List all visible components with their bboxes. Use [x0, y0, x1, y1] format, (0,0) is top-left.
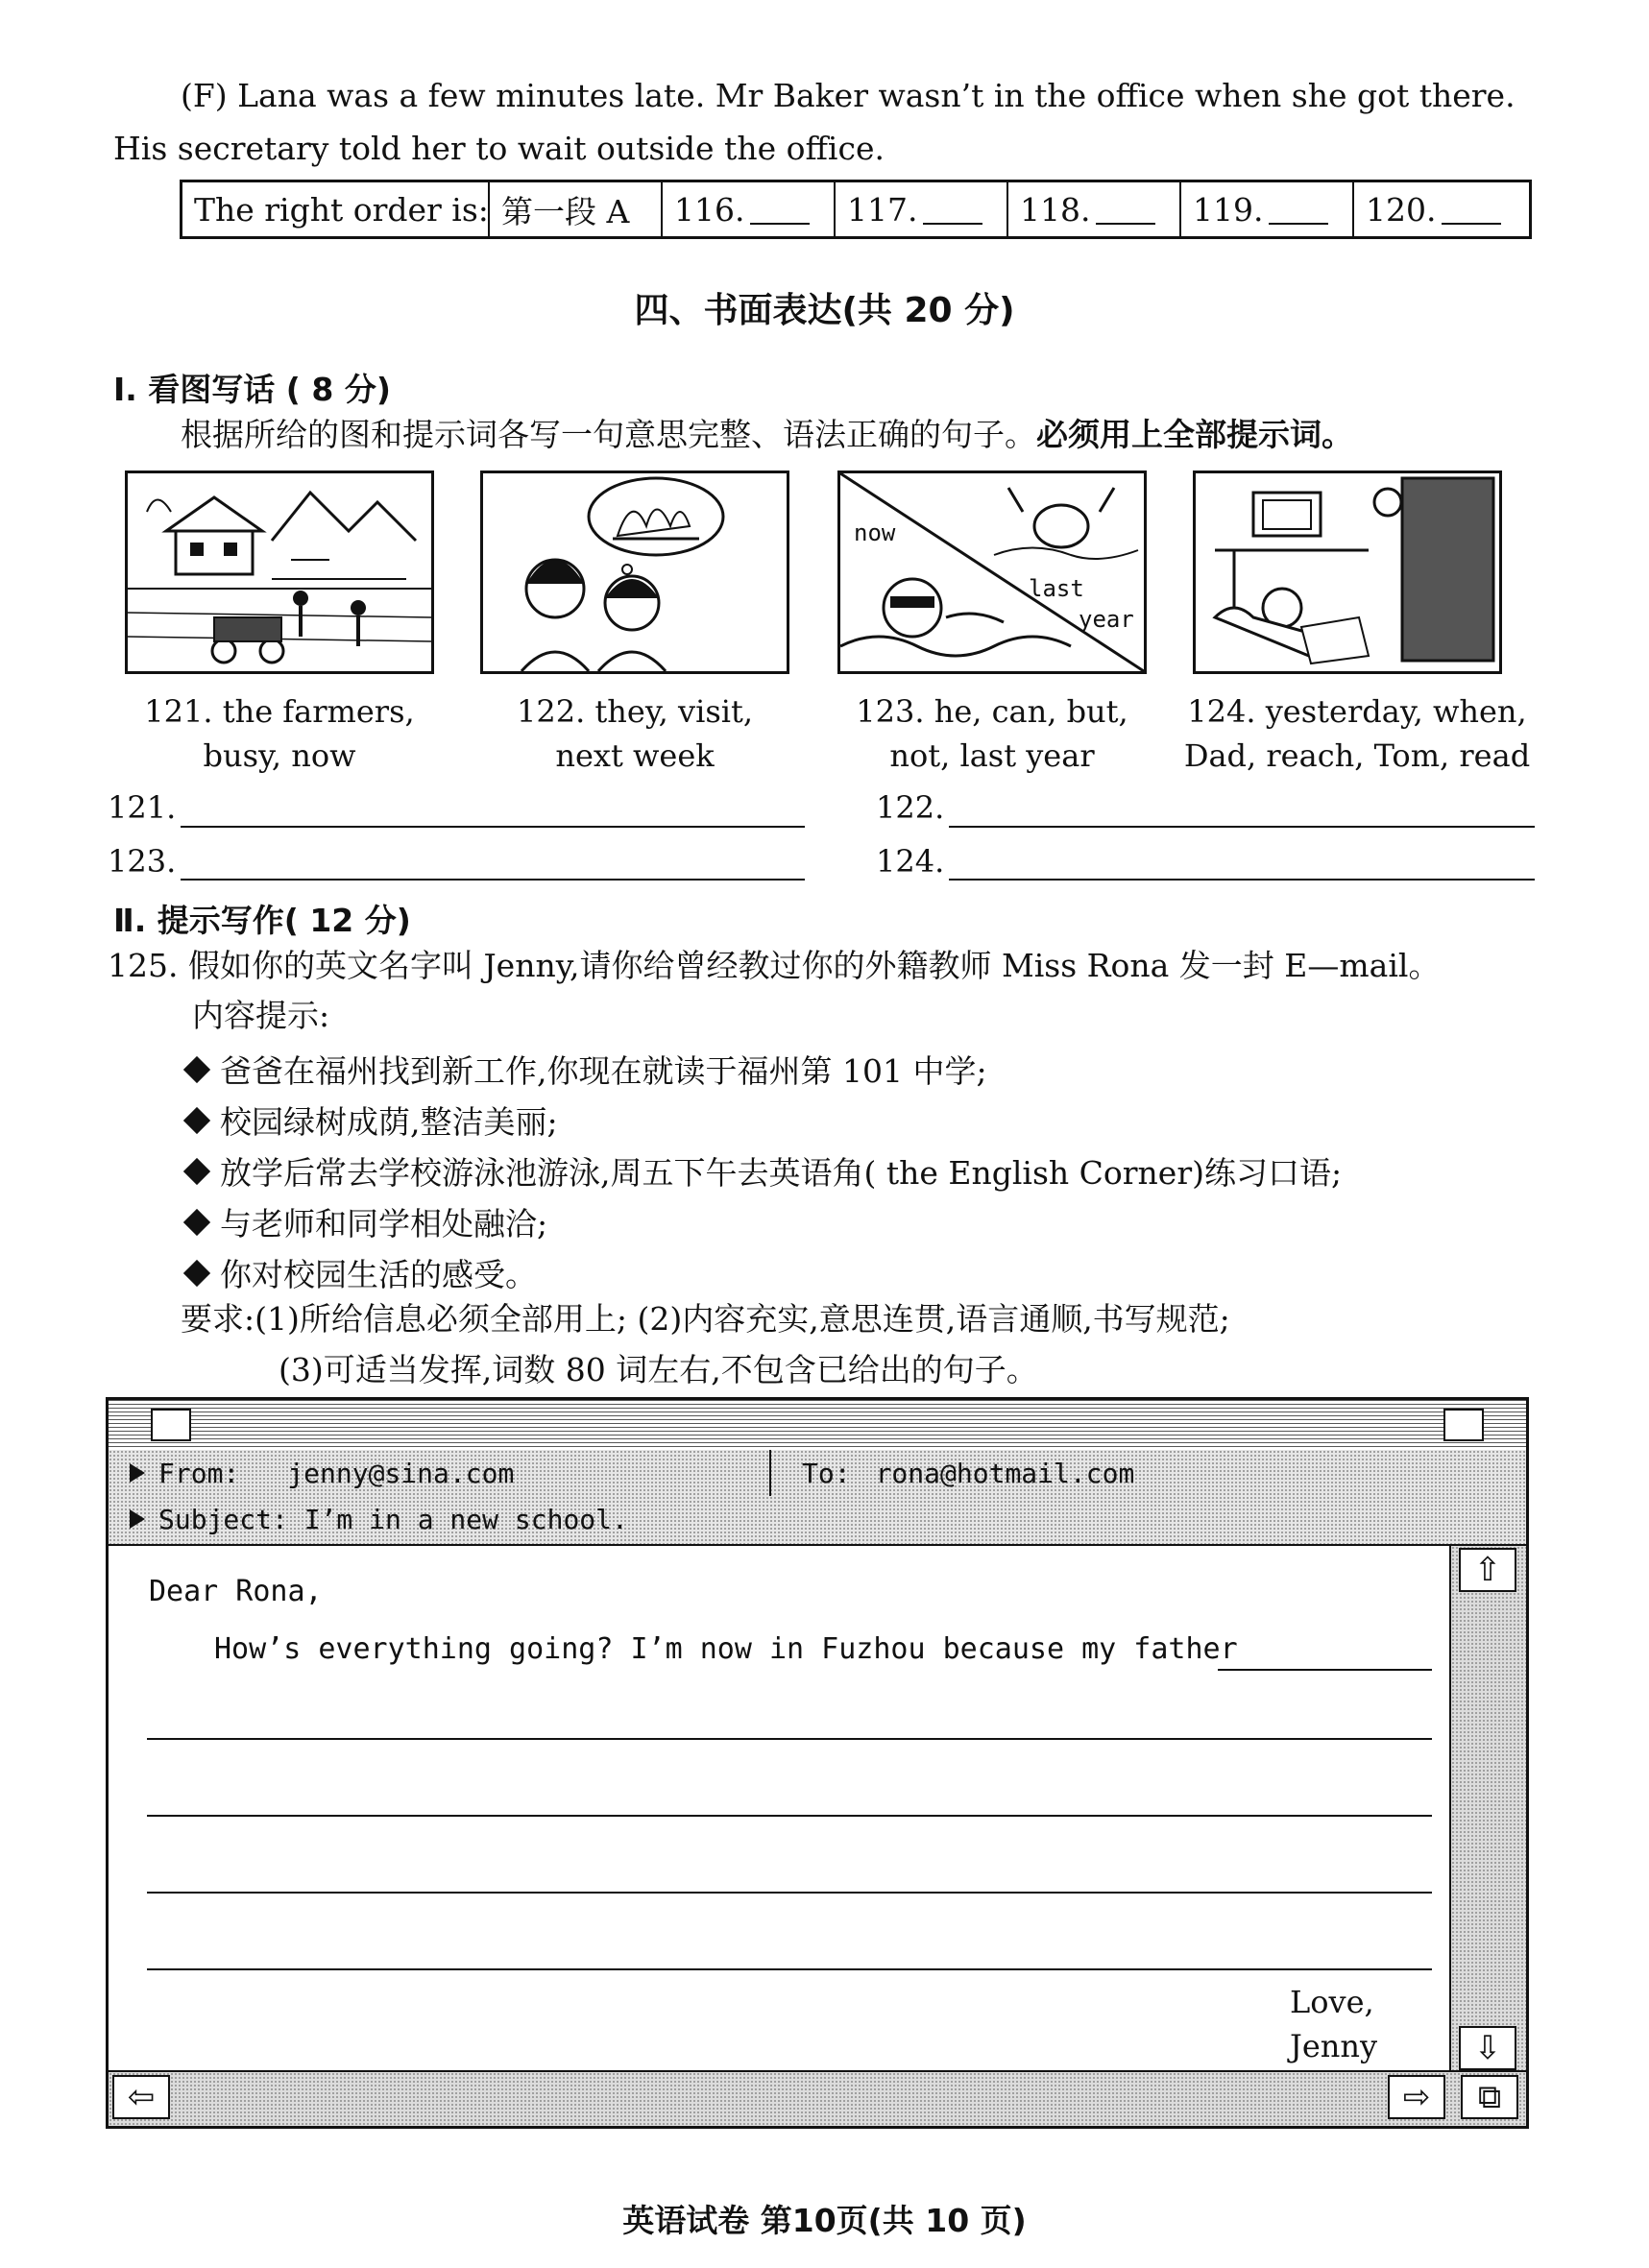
visit-illustration — [483, 473, 787, 671]
bullet-item: 你对校园生活的感受。 — [187, 1250, 537, 1295]
zoom-box-icon[interactable] — [1443, 1409, 1484, 1441]
email-greeting: Dear Rona, — [149, 1575, 323, 1608]
answer-label-124: 124. — [876, 843, 945, 880]
prompt-123: 123. he, can, but, not, last year — [856, 693, 1128, 774]
from-field[interactable]: From: jenny@sina.com — [130, 1458, 514, 1489]
email-titlebar — [109, 1400, 1526, 1452]
label-now: now — [854, 519, 896, 546]
requirements-2: (3)可适当发挥,词数 80 词左右,不包含已给出的句子。 — [279, 1351, 1038, 1388]
diamond-bullet-icon — [183, 1158, 210, 1185]
scroll-left-icon[interactable]: ⇦ — [112, 2075, 170, 2119]
answer-line-121[interactable] — [181, 826, 805, 828]
label-year: year — [1079, 606, 1134, 633]
swim-illustration — [840, 473, 1144, 671]
picture-reading — [1193, 470, 1502, 674]
section-title: 四、书面表达(共 20 分) — [634, 291, 1015, 330]
email-write-line[interactable] — [147, 1892, 1432, 1894]
picture-visit — [480, 470, 789, 674]
diamond-bullet-icon — [183, 1260, 210, 1287]
bullet-item: 放学后常去学校游泳池游泳,周五下午去英语角( the English Corner)练习口语; — [187, 1148, 1342, 1194]
reading-illustration — [1196, 473, 1499, 671]
part2-title: Ⅱ. 提示写作( 12 分) — [113, 902, 411, 939]
picture-swim — [837, 470, 1147, 674]
bullet-item: 校园绿树成荫,整洁美丽; — [187, 1098, 558, 1143]
order-first: 第一段 A — [490, 182, 663, 236]
close-box-icon[interactable] — [151, 1409, 191, 1441]
answer-label-122: 122. — [876, 789, 945, 826]
label-last: last — [1029, 575, 1084, 602]
paragraph-f-line1: (F) Lana was a few minutes late. Mr Baker wasn’t in the office when she got there. — [181, 77, 1516, 114]
subject-row — [109, 1496, 1526, 1546]
part1-instruction: 根据所给的图和提示词各写一句意思完整、语法正确的句子。必须用上全部提示词。 — [181, 416, 1353, 453]
page-footer: 英语试卷 第10页(共 10 页) — [622, 2202, 1027, 2239]
email-window — [106, 1397, 1529, 2129]
email-closing: Love, — [1290, 1984, 1374, 2020]
requirements-1: 要求:(1)所给信息必须全部用上; (2)内容充实,意思连贯,语言通顺,书写规范; — [181, 1300, 1230, 1338]
diamond-bullet-icon — [183, 1209, 210, 1236]
order-item-120[interactable]: 120. — [1354, 182, 1529, 236]
arrow-right-icon — [130, 1463, 145, 1483]
picture-farm — [125, 470, 434, 674]
arrow-right-icon — [130, 1509, 145, 1529]
diamond-bullet-icon — [183, 1056, 210, 1083]
vertical-scrollbar[interactable] — [1449, 1546, 1526, 2072]
email-write-line[interactable] — [147, 1738, 1432, 1740]
email-write-line[interactable] — [147, 1968, 1432, 1970]
order-label: The right order is: — [182, 182, 490, 236]
email-blank-inline[interactable] — [1218, 1669, 1432, 1671]
prompt-122: 122. they, visit, next week — [517, 693, 753, 774]
paragraph-f-line2: His secretary told her to wait outside the office. — [113, 130, 885, 167]
bullet-item: 爸爸在福州找到新工作,你现在就读于福州第 101 中学; — [187, 1047, 987, 1092]
part1-title: Ⅰ. 看图写话 ( 8 分) — [113, 371, 391, 408]
scroll-right-icon[interactable]: ⇨ — [1388, 2075, 1445, 2119]
horizontal-scrollbar[interactable] — [109, 2070, 1526, 2126]
farm-illustration — [128, 473, 431, 671]
order-item-118[interactable]: 118. — [1008, 182, 1181, 236]
order-table — [180, 180, 1532, 239]
answer-line-122[interactable] — [949, 826, 1535, 828]
part2-task: 125. 假如你的英文名字叫 Jenny,请你给曾经教过你的外籍教师 Miss Rona 发一封 E—mail。 — [108, 947, 1441, 984]
answer-line-123[interactable] — [181, 879, 805, 881]
hint-label: 内容提示: — [192, 997, 330, 1034]
resize-box-icon[interactable]: ⧉ — [1461, 2075, 1518, 2119]
order-item-117[interactable]: 117. — [836, 182, 1008, 236]
answer-label-123: 123. — [108, 843, 177, 880]
scroll-down-icon[interactable]: ⇩ — [1459, 2026, 1516, 2070]
email-signature: Jenny — [1290, 2028, 1378, 2064]
email-write-line[interactable] — [147, 1815, 1432, 1817]
diamond-bullet-icon — [183, 1107, 210, 1134]
prompt-124: 124. yesterday, when, Dad, reach, Tom, read — [1183, 693, 1531, 774]
prompt-121: 121. the farmers, busy, now — [144, 693, 415, 774]
email-opening: How’s everything going? I’m now in Fuzhou because my father — [214, 1632, 1238, 1666]
order-item-119[interactable]: 119. — [1181, 182, 1354, 236]
answer-label-121: 121. — [108, 789, 177, 826]
email-address-row — [109, 1450, 1526, 1498]
order-item-116[interactable]: 116. — [663, 182, 836, 236]
scroll-up-icon[interactable]: ⇧ — [1459, 1548, 1516, 1592]
bullet-item: 与老师和同学相处融洽; — [187, 1199, 547, 1244]
to-field[interactable]: To: rona@hotmail.com — [802, 1458, 1135, 1489]
answer-line-124[interactable] — [949, 879, 1535, 881]
subject-field[interactable]: Subject: I’m in a new school. — [130, 1504, 628, 1535]
